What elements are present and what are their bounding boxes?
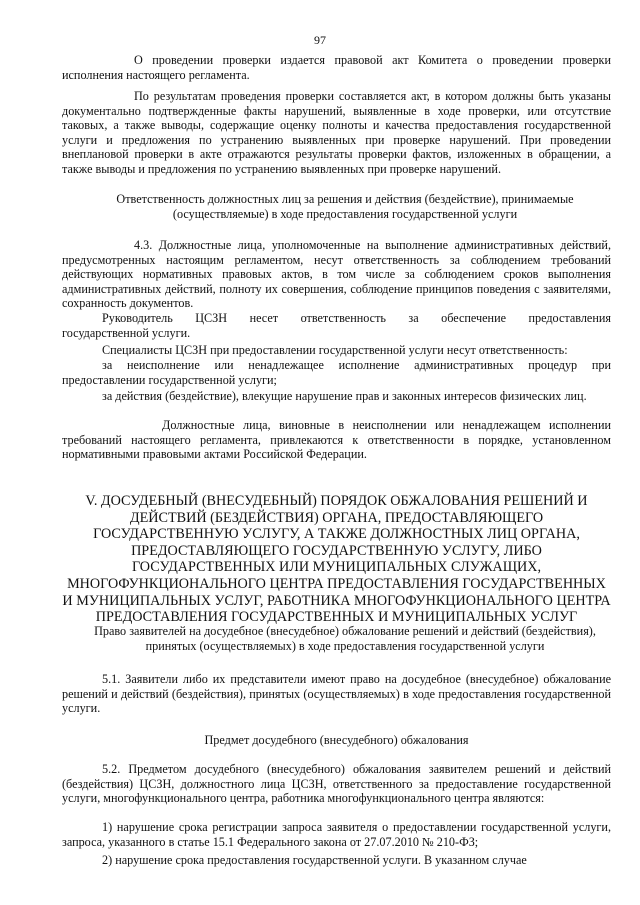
paragraph-specialists: Специалисты ЦСЗН при предоставлении государственной услуги несут ответственность: (102, 343, 568, 357)
list-item-2: 2) нарушение срока предоставления государственной услуги. В указанном случае (102, 853, 527, 867)
heading-officials-responsibility: Ответственность должностных лиц за решения и действия (бездействие), принимаемые (осуществляемые) в ходе предоставления государственной услуги (116, 192, 574, 221)
paragraph-nonexecution: за неисполнение или ненадлежащее исполнение административных процедур при предоставлении государственной услуги; (62, 358, 611, 387)
word: ЦСЗН (195, 311, 228, 325)
page-number: 97 (314, 33, 326, 47)
justified-line (62, 311, 611, 326)
paragraph-4-3: 4.3. Должностные лица, уполномоченные на выполнение административных действий, предусмотренных настоящим регламентом, несут ответственность за соблюдением требований действующих нормативных правовых актов, в том числе за соблюдением сроков выполнения административных действий, полноту их совершения, соблюдение принципов поведения с заявителями, сохранность документов. (62, 238, 611, 311)
word: ответственность (300, 311, 386, 325)
word: несет (249, 311, 279, 325)
heading-right-to-appeal: Право заявителей на досудебное (внесудебное) обжалование решений и действий (бездействия), принятых (осуществляемых) в ходе предоставления государственной услуги (94, 624, 596, 653)
word: обеспечение (441, 311, 507, 325)
section-v-heading: V. ДОСУДЕБНЫЙ (ВНЕСУДЕБНЫЙ) ПОРЯДОК ОБЖАЛОВАНИЯ РЕШЕНИЙ И ДЕЙСТВИЙ (БЕЗДЕЙСТВИЯ) ОРГАНА, ПРЕДОСТАВЛЯЮЩЕГО ГОСУДАРСТВЕННУЮ УСЛУГУ, А ТАКЖЕ ДОЛЖНОСТНЫХ ЛИЦ ОРГАНА, ПРЕДОСТАВЛЯЮЩЕГО ГОСУДАРСТВЕННУЮ УСЛУГУ, ЛИБО ГОСУДАРСТВЕННЫХ ИЛИ МУНИЦИПАЛЬНЫХ СЛУЖАЩИХ, МНОГОФУНКЦИОНАЛЬНОГО ЦЕНТРА ПРЕДОСТАВЛЕНИЯ ГОСУДАРСТВЕННЫХ И МУНИЦИПАЛЬНЫХ УСЛУГ, РАБОТНИКА МНОГОФУНКЦИОНАЛЬНОГО ЦЕНТРА ПРЕДОСТАВЛЕНИЯ ГОСУДАРСТВЕННЫХ И МУНИЦИПАЛЬНЫХ УСЛУГ (62, 493, 611, 626)
list-item-1: 1) нарушение срока регистрации запроса заявителя о предоставлении государственной услуги, запроса, указанного в статье 15.1 Федерального закона от 27.07.2010 № 210-ФЗ; (62, 820, 611, 849)
paragraph-actions: за действия (бездействие), влекущие нарушение прав и законных интересов физических лиц. (102, 389, 587, 403)
word: Руководитель (102, 311, 173, 325)
paragraph-5-2: 5.2. Предметом досудебного (внесудебного) обжалования заявителем решений и действий (бездействия) ЦСЗН, должностного лица ЦСЗН, ответственного за предоставление государственной услуги, многофункционального центра, работника многофункционального центра являются: (62, 762, 611, 806)
paragraph-head-responsibility (62, 311, 611, 340)
paragraph-order-of-inspection: О проведении проверки издается правовой акт Комитета о проведении проверки исполнения настоящего регламента. (62, 53, 611, 82)
paragraph-officials-liability: Должностные лица, виновные в неисполнении или ненадлежащем исполнении требований настоящего регламента, привлекаются к ответственности в порядке, установленном нормативными правовыми актами Российской Федерации. (62, 418, 611, 462)
word: предоставления (528, 311, 611, 325)
heading-subject-of-appeal: Предмет досудебного (внесудебного) обжалования (204, 733, 469, 747)
line-continuation: государственной услуги. (62, 325, 191, 340)
paragraph-inspection-results: По результатам проведения проверки составляется акт, в котором должны быть указаны документально подтвержденные факты нарушений, выявленные в ходе проверки, или отсутствие таковых, а также выводы, содержащие оценку полноты и качества предоставления государственной услуги и предложения по устранению выявленных при проверке нарушений. При проведении внеплановой проверки в акте отражаются результаты проверки фактов, изложенных в обращении, а также выводы и предложения по устранению выявленных при проверке нарушений. (62, 89, 611, 176)
word: за (408, 311, 419, 325)
paragraph-5-1: 5.1. Заявители либо их представители имеют право на досудебное (внесудебное) обжалование решений и действий (бездействия), принятых (осуществляемых) в ходе предоставления государственной услуги. (62, 672, 611, 716)
